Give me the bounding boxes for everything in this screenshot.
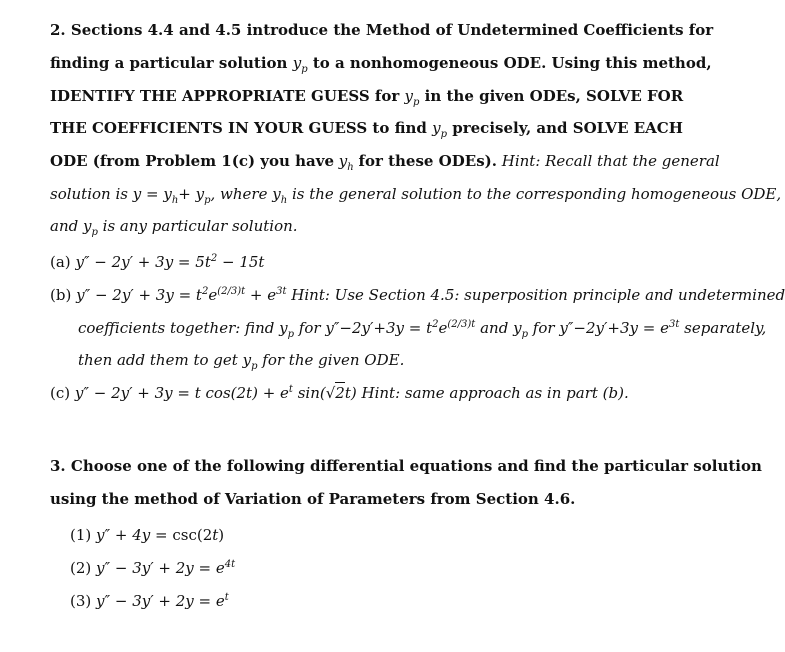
problem-2-text-6b: where xyxy=(220,185,268,203)
problem-2-text-6a: solution is xyxy=(50,185,128,203)
math-yp: $y_p$ xyxy=(292,54,308,75)
part-b-hint-1: Hint: Use Section 4.5: superposition principle and undetermined xyxy=(291,286,785,304)
problem-2-text-3a: IDENTIFY THE APPROPRIATE GUESS for xyxy=(50,87,400,105)
problem-2-text-3b: in the given ODEs, SOLVE FOR xyxy=(424,87,684,105)
problem-2-line-1 xyxy=(50,20,714,40)
math-yp: $y_p$ xyxy=(432,119,448,140)
part-b-hint-3a: then add them to get xyxy=(78,351,238,369)
math-sub-ode-2: $y''-2y'+3y = e^{3t}$ xyxy=(559,319,680,337)
math-yh: $y_h$ xyxy=(338,152,354,173)
equation-b: $y'' - 2y' + 3y = t^2e^{(2/3)t} + e^{3t}$ xyxy=(76,286,287,304)
problem-2-line-3 xyxy=(50,86,710,106)
equation-3-2: $y'' - 3y' + 2y = e^{4t}$ xyxy=(96,559,236,577)
equation-c: y″ − 2y′ + 3y = t $\cos(2t) + e^t$ sin(√2t) xyxy=(74,384,357,402)
math-yp: $y_p$ xyxy=(513,319,528,340)
equation-3-1: y″ + 4y = csc(2t) xyxy=(96,526,225,544)
problem-3-line-1 xyxy=(50,456,762,476)
problem-2-number: 2. xyxy=(50,21,66,39)
item-3-label: (3) xyxy=(70,592,92,610)
problem-2-line-5 xyxy=(50,151,720,173)
problem-2b xyxy=(50,285,785,305)
problem-3-number: 3. xyxy=(50,457,66,475)
part-b-hint-2b: for xyxy=(298,319,321,337)
problem-2-line-4 xyxy=(50,118,710,138)
problem-3-text-2: using the method of Variation of Parameters from Section 4.6. xyxy=(50,490,576,508)
math-general-solution: $y = y_h+ y_p$, xyxy=(132,185,216,206)
math-sub-ode-1: $y''-2y'+3y = t^2e^{(2/3)t}$ xyxy=(325,319,476,337)
math-yp: $y_p$ xyxy=(242,351,258,372)
math-yp: $y_p$ xyxy=(83,217,98,238)
math-yp: $y_p$ xyxy=(279,319,294,340)
equation-a: $y'' - 2y' + 3y = 5t^2 - 15t$ xyxy=(75,253,265,271)
problem-2-text-7b: is any particular solution. xyxy=(102,217,298,235)
problem-2-text-4a: THE COEFFICIENTS IN YOUR GUESS to find xyxy=(50,119,427,137)
problem-2-line-7 xyxy=(50,216,710,236)
problem-3-item-3 xyxy=(70,591,730,611)
part-a-label: (a) xyxy=(50,253,71,271)
part-b-hint-2c: and xyxy=(480,319,509,337)
part-b-hint-2d: for xyxy=(532,319,555,337)
problem-2-text-2b: to a nonhomogeneous ODE. Using this method, xyxy=(312,54,712,72)
part-b-hint-2a: coefficients together: find xyxy=(78,319,275,337)
item-2-label: (2) xyxy=(70,559,92,577)
problem-2-text-4b: precisely, and SOLVE EACH xyxy=(452,119,683,137)
problem-2-text-2a: finding a particular solution xyxy=(50,54,288,72)
problem-2b-hint-line-2 xyxy=(78,318,767,340)
problem-2-hint-5c: Hint: Recall that the general xyxy=(501,152,720,170)
problem-3-line-2 xyxy=(50,489,710,509)
problem-2b-hint-line-3 xyxy=(78,350,738,370)
item-1-label: (1) xyxy=(70,526,92,544)
part-b-hint-3b: for the given ODE. xyxy=(262,351,405,369)
problem-2-line-2 xyxy=(50,53,710,73)
problem-2c xyxy=(50,383,710,403)
problem-2-text-5a: ODE (from Problem 1(c) you have xyxy=(50,152,335,170)
equation-3-3: $y'' - 3y' + 2y = e^t$ xyxy=(96,592,229,610)
math-yp: $y_p$ xyxy=(404,87,420,108)
problem-2-text-7a: and xyxy=(50,217,79,235)
problem-2-text-6c: is the general solution to the corresponding homogeneous ODE, xyxy=(291,185,782,203)
problem-2-text-1: Sections 4.4 and 4.5 introduce the Method of Undetermined Coefficients for xyxy=(70,21,714,39)
problem-3-item-2 xyxy=(70,558,730,578)
part-b-hint-2e: separately, xyxy=(684,319,767,337)
part-c-hint: Hint: same approach as in part (b). xyxy=(361,384,629,402)
problem-3-text-1: Choose one of the following differential equations and find the particular solution xyxy=(70,457,762,475)
math-yh: $y_h$ xyxy=(272,185,288,206)
problem-2-line-6 xyxy=(50,184,782,206)
problem-2-text-5b: for these ODEs). xyxy=(358,152,497,170)
part-c-label: (c) xyxy=(50,384,71,402)
problem-3-item-1 xyxy=(70,525,730,545)
part-b-label: (b) xyxy=(50,286,72,304)
problem-2a xyxy=(50,252,710,272)
